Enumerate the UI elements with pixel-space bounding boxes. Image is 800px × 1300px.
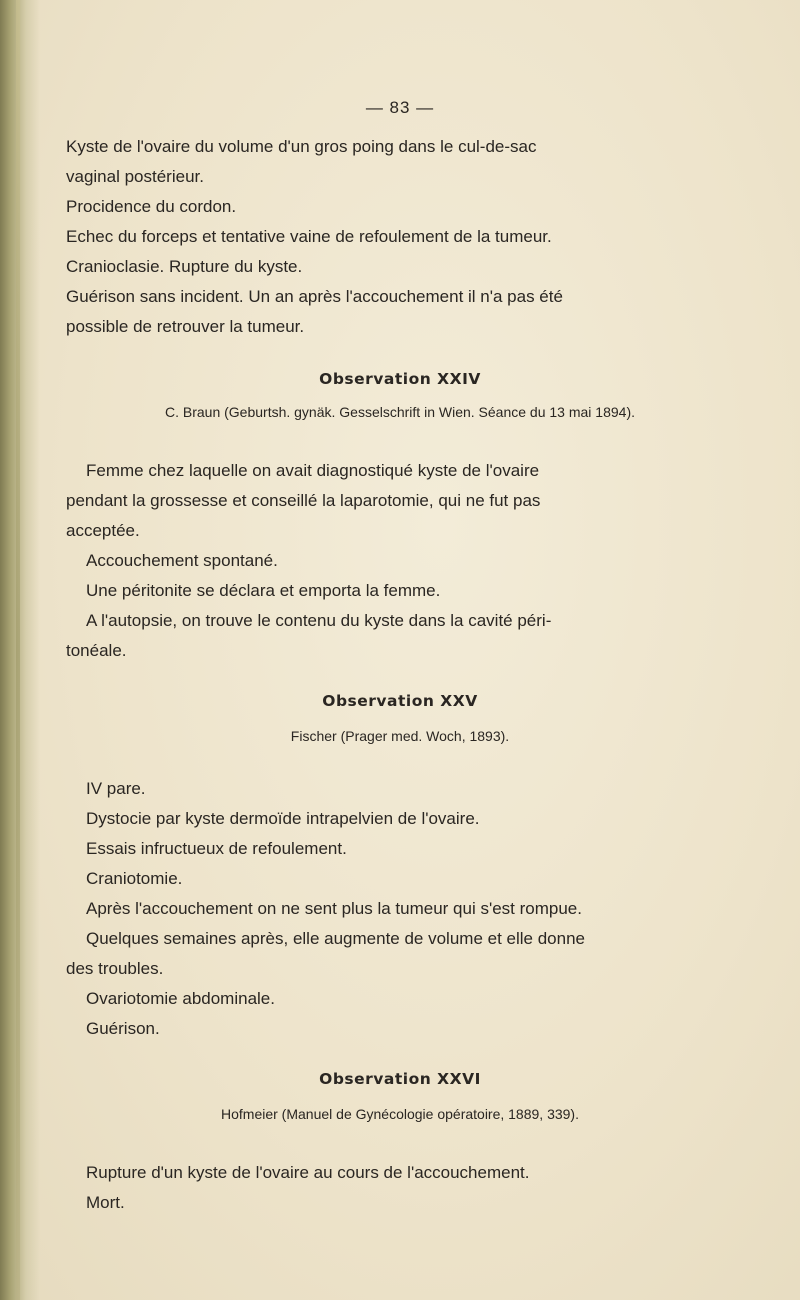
intro-line: Kyste de l'ovaire du volume d'un gros poing dans le cul-de-sac — [66, 137, 537, 156]
observation-line: Accouchement spontané. — [86, 551, 278, 570]
observation-citation: Hofmeier (Manuel de Gynécologie opératoire, 1889, 339). — [221, 1106, 579, 1122]
observation-line: Femme chez laquelle on avait diagnostiqué kyste de l'ovaire — [86, 461, 540, 480]
observation-line: Une péritonite se déclara et emporta la femme. — [86, 581, 441, 600]
observation-heading: Observation XXV — [322, 692, 478, 710]
intro-line: Echec du forceps et tentative vaine de refoulement de la tumeur. — [66, 227, 552, 246]
observation-line: Craniotomie. — [86, 869, 183, 888]
observation-line: Essais infructueux de refoulement. — [86, 839, 347, 858]
intro-line: Guérison sans incident. Un an après l'accouchement il n'a pas été — [66, 287, 563, 306]
intro-line: Procidence du cordon. — [66, 197, 237, 216]
observation-line: Rupture d'un kyste de l'ovaire au cours de l'accouchement. — [86, 1163, 530, 1182]
intro-line: possible de retrouver la tumeur. — [66, 317, 305, 336]
observation-citation: C. Braun (Geburtsh. gynäk. Gesselschrift in Wien. Séance du 13 mai 1894). — [164, 404, 635, 420]
page-number: — 83 — — [365, 98, 435, 117]
observation-line: Guérison. — [86, 1019, 160, 1038]
observation-line: Mort. — [86, 1193, 125, 1212]
observation-line: acceptée. — [66, 521, 140, 540]
observation-line: A l'autopsie, on trouve le contenu du kyste dans la cavité péri- — [86, 611, 552, 630]
observation-line: pendant la grossesse et conseillé la laparotomie, qui ne fut pas — [66, 491, 541, 510]
page-binding-edge — [0, 0, 40, 1300]
intro-line: Cranioclasie. Rupture du kyste. — [66, 257, 303, 276]
binding-strip — [16, 0, 20, 1300]
observation-heading: Observation XXIV — [319, 370, 481, 388]
observation-line: Après l'accouchement on ne sent plus la tumeur qui s'est rompue. — [86, 899, 582, 918]
observation-line: Ovariotomie abdominale. — [86, 989, 275, 1008]
observation-citation: Fischer (Prager med. Woch, 1893). — [290, 728, 510, 744]
intro-line: vaginal postérieur. — [66, 167, 204, 186]
observation-line: Dystocie par kyste dermoïde intrapelvien de l'ovaire. — [86, 809, 480, 828]
observation-line: des troubles. — [66, 959, 164, 978]
observation-line: IV pare. — [86, 779, 146, 798]
observation-line: Quelques semaines après, elle augmente de volume et elle donne — [86, 929, 585, 948]
observation-heading: Observation XXVI — [319, 1070, 481, 1088]
observation-line: tonéale. — [66, 641, 127, 660]
